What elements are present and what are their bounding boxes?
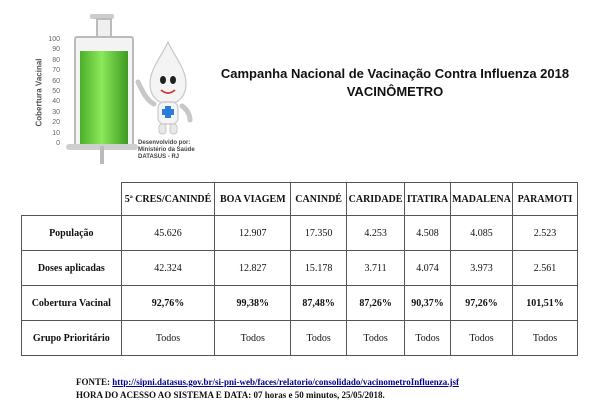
table-cell: 17.350	[291, 216, 347, 251]
row-label: População	[22, 216, 122, 251]
table-cell: 4.508	[405, 216, 451, 251]
table-cell: 15.178	[291, 251, 347, 286]
source-label: FONTE:	[76, 377, 111, 387]
table-row	[22, 251, 578, 286]
table-row	[22, 321, 578, 356]
developer-line-2: Ministério da Saúde	[138, 147, 195, 153]
row-label: Doses aplicadas	[22, 251, 122, 286]
header	[0, 0, 600, 170]
table-cell: 42.324	[121, 251, 215, 286]
table-cell: 101,51%	[513, 286, 578, 321]
page-title: Campanha Nacional de Vacinação Contra Influenza 2018	[220, 66, 570, 81]
gauge-tick-label: 60	[52, 77, 60, 85]
gauge-fill	[80, 51, 128, 144]
gauge-tick-label: 50	[52, 88, 60, 95]
vaccination-table	[21, 182, 578, 356]
gauge-tick-label: 70	[52, 67, 60, 75]
access-timestamp: HORA DO ACESSO AO SISTEMA E DATA: 07 horas e 50 minutos, 25/05/2018.	[76, 390, 385, 400]
gauge-label: Cobertura Vacinal	[34, 58, 44, 127]
table-cell: Todos	[513, 321, 578, 356]
table-cell: 87,26%	[347, 286, 405, 321]
table-cell: 2.523	[513, 216, 578, 251]
table-cell: 45.626	[121, 216, 215, 251]
gauge-tick-label: 20	[52, 119, 60, 127]
table-cell: 2.561	[513, 251, 578, 286]
table-cell: 4.085	[451, 216, 513, 251]
column-header: CARIDADE	[347, 183, 405, 216]
table-cell: 97,26%	[451, 286, 513, 321]
table-cell: 99,38%	[215, 286, 291, 321]
gauge-tick-label: 10	[52, 129, 60, 137]
table-cell: 92,76%	[121, 286, 215, 321]
gauge-tick-label: 0	[56, 140, 60, 147]
column-header: BOA VIAGEM	[215, 183, 291, 216]
gauge-tick-label: 100	[48, 36, 60, 43]
table-row	[22, 216, 578, 251]
column-header: ITATIRA	[405, 183, 451, 216]
page-subtitle: VACINÔMETRO	[346, 84, 444, 99]
syringe-gauge-icon	[22, 10, 122, 165]
developer-credit	[138, 140, 218, 161]
row-label: Grupo Prioritário	[22, 321, 122, 356]
source-link[interactable]: http://sipni.datasus.gov.br/si-pni-web/faces/relatorio/consolidado/vacinometroInfluenza.jsf	[112, 377, 459, 387]
gauge-tick-label: 90	[52, 46, 60, 54]
table-cell: 3.711	[347, 251, 405, 286]
gauge-tube	[74, 36, 134, 148]
gauge-tick-label: 80	[52, 56, 60, 64]
table-header-row	[22, 183, 578, 216]
table-cell: Todos	[215, 321, 291, 356]
column-header: PARAMOTI	[513, 183, 578, 216]
developer-line-1: Desenvolvido por:	[138, 140, 191, 146]
gauge-ticks	[38, 36, 60, 147]
footer	[76, 376, 596, 402]
column-header: CANINDÉ	[291, 183, 347, 216]
table-cell: 12.907	[215, 216, 291, 251]
title-block	[195, 66, 595, 99]
table-cell: 4.253	[347, 216, 405, 251]
table-cell: Todos	[347, 321, 405, 356]
table-row	[22, 286, 578, 321]
column-header: 5ª CRES/CANINDÉ	[121, 183, 215, 216]
table-cell: 4.074	[405, 251, 451, 286]
table-cell: 12.827	[215, 251, 291, 286]
table-cell: 87,48%	[291, 286, 347, 321]
header-corner	[22, 183, 122, 216]
source-line	[76, 376, 596, 389]
ze-gotinha-mascot	[132, 38, 200, 138]
developer-line-3: DATASUS - RJ	[138, 154, 180, 160]
row-label: Cobertura Vacinal	[22, 286, 122, 321]
gauge-tick-label: 30	[52, 108, 60, 116]
syringe-needle	[100, 146, 104, 164]
table-cell: 90,37%	[405, 286, 451, 321]
table-cell: Todos	[121, 321, 215, 356]
table-cell: Todos	[451, 321, 513, 356]
table-cell: Todos	[291, 321, 347, 356]
column-header: MADALENA	[451, 183, 513, 216]
table-cell: Todos	[405, 321, 451, 356]
table-cell: 3.973	[451, 251, 513, 286]
gauge-tick-label: 40	[52, 98, 60, 106]
